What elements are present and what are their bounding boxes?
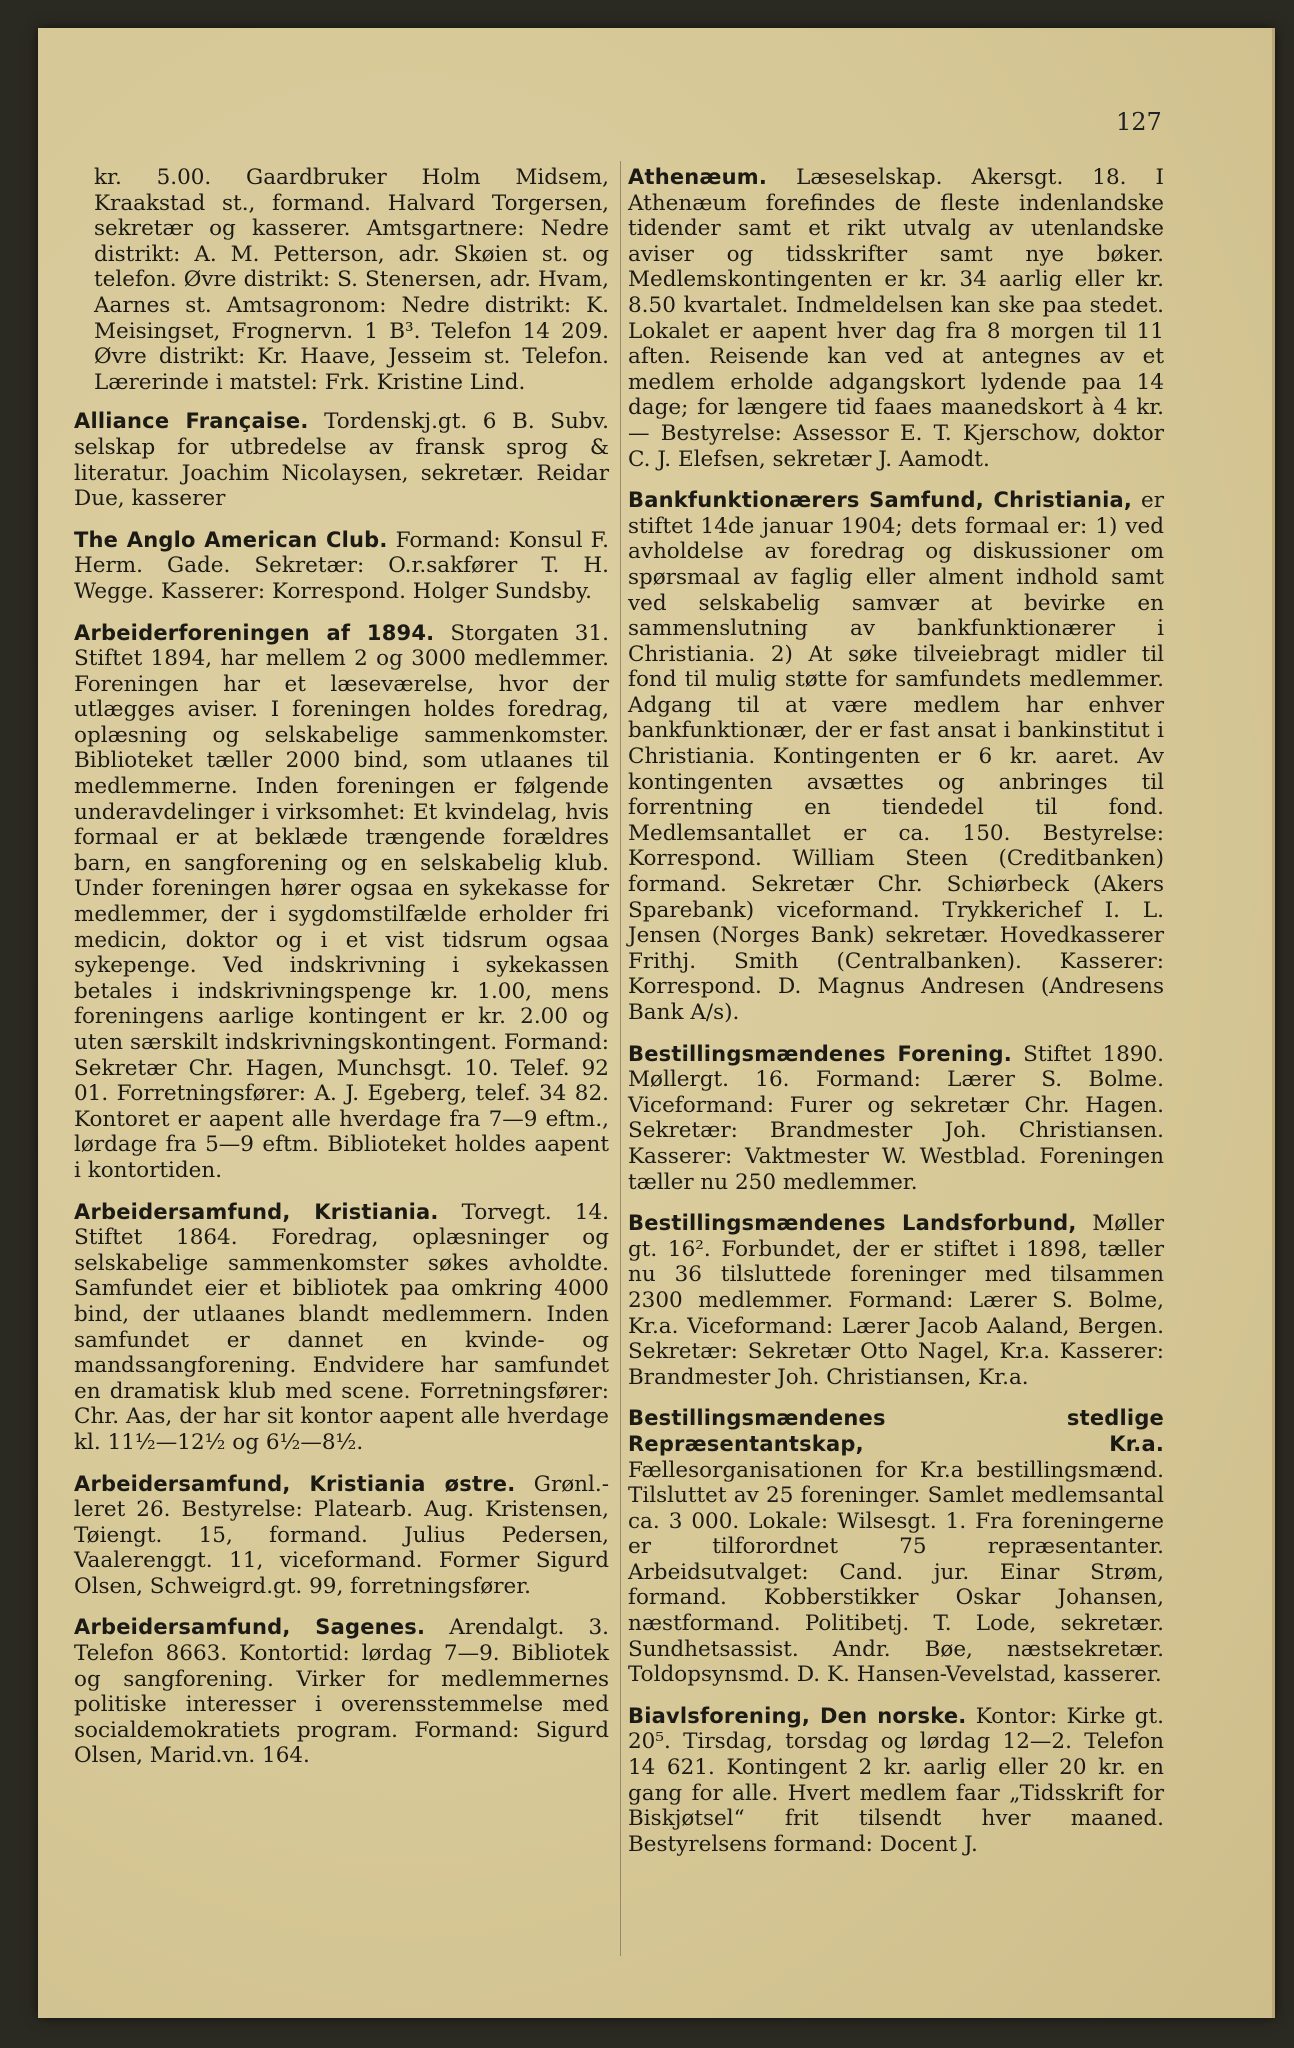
column-divider (620, 161, 621, 1956)
entry-body: Læseselskap. Akersgt. 18. I Athenæum forefindes de fleste indenlandske tidender samt et rikt utvalg av utenlandske aviser og tidsskrifter samt nye bøker. Medlemskontingenten er kr. 34 aarlig eller kr. 8.50 kvartalet. Indmeldelsen kan ske paa stedet. Lokalet er aapent hver dag fra 8 morgen til 11 aften. Reisende kan ved at antegnes av et medlem erholde adgangskort lydende paa 14 dage; for længere tid faaes maanedskort à 4 kr. — Bestyrelse: Assessor E. T. Kjerschow, doktor C. J. Elefsen, sekretær J. Aamodt. (628, 165, 1164, 472)
entry-arbeidersamfund-ostre (74, 1472, 609, 1600)
entry-body: Formand: Konsul F. Herm. Gade. Sekretær: O.r.sakfører T. H. Wegge. Kasserer: Korrespond. Holger Sundsby. (74, 527, 609, 604)
entry-athenaeum (628, 165, 1164, 472)
entry-body: Møller gt. 16². Forbundet, der er stiftet i 1898, tæller nu 36 tilsluttede foreninger med tilsammen 2300 medlemmer. Formand: Lærer S. Bolme, Kr.a. Viceformand: Lærer Jacob Aaland, Bergen. Sekretær: Sekretær Otto Nagel, Kr.a. Kasserer: Brandmester Joh. Christiansen, Kr.a. (628, 1211, 1164, 1390)
entry-bestillingsmaendenes-forening (628, 1042, 1164, 1196)
entry-heading: Arbeidersamfund, Kristiania østre. (74, 1471, 516, 1496)
entry-anglo-american-club (74, 528, 609, 605)
right-column (628, 165, 1164, 1873)
entry-alliance-francaise (74, 409, 609, 511)
left-column (74, 165, 609, 1785)
entry-heading: Athenæum. (628, 165, 768, 189)
entry-heading: Bestillingsmændenes Forening. (628, 1041, 1012, 1066)
entry-heading: Bestillingsmændenes Landsforbund, (628, 1211, 1077, 1236)
entry-arbeidersamfund-sagenes (74, 1615, 609, 1769)
entry-body: Kontor: Kirke gt. 20⁵. Tirsdag, torsdag og lørdag 12—2. Telefon 14 621. Kontingent 2 kr. aarlig eller 20 kr. en gang for alle. Hvert medlem faar „Tidsskrift for Biskjøtsel“ frit tilsendt hver maaned. Bestyrelsens formand: Docent J. (628, 1703, 1164, 1857)
entry-heading: Arbeidersamfund, Kristiania. (74, 1199, 439, 1224)
entry-heading: Arbeiderforeningen af 1894. (74, 620, 435, 645)
entry-arbeiderforeningen-1894 (74, 621, 609, 1184)
entry-heading: Bankfunktionærers Samfund, Christiania, (628, 488, 1133, 513)
entry-body: Fællesorganisationen for Kr.a bestillingsmænd. Tilsluttet av 25 foreninger. Samlet medlemsantal ca. 3 000. Lokale: Wilsesgt. 1. Fra foreningerne er tilforordnet 75 repræsentanter. Arbeidsutvalget: Cand. jur. Einar Strøm, formand. Kobberstikker Oskar Johansen, næstformand. Politibetj. T. Lode, sekretær. Sundhetsassist. Andr. Bøe, næstsekretær. Toldopsynsmd. D. K. Hansen-Vevelstad, kasserer. (628, 1457, 1164, 1688)
entry-bestillingsmaendenes-repraesentantskap (628, 1406, 1164, 1688)
entry-body: Storgaten 31. Stiftet 1894, har mellem 2 og 3000 medlemmer. Foreningen har et læseværelse, hvor der utlægges aviser. I foreningen holdes foredrag, oplæsning og selskabelige sammenkomster. Biblioteket tæller 2000 bind, som utlaanes til medlemmerne. Inden foreningen er følgende underavdelinger i virksomhet: Et kvindelag, hvis formaal er at beklæde trængende forældres barn, en sangforening og en selskabelig klub. Under foreningen hører ogsaa en sykekasse for medlemmer, der i sygdomstilfælde erholder fri medicin, doktor og i et vist tidsrum ogsaa sykepenge. Ved indskrivning i sykekassen betales i indskrivningspenge kr. 1.00, mens foreningens aarlige kontingent er kr. 2.00 og uten særskilt indskrivningskontingent. Formand: Sekretær Chr. Hagen, Munchsgt. 10. Telef. 92 01. Forretningsfører: A. J. Egeberg, telef. 34 82. Kontoret er aapent alle hverdage fra 7—9 eftm., lørdage fra 5—9 eftm. Biblioteket holdes aapent i kontortiden. (74, 620, 609, 1183)
entry-heading: Alliance Française. (74, 409, 309, 434)
entry-body: Tordenskj.gt. 6 B. Subv. selskap for utbredelse av fransk sprog & literatur. Joachim Nicolaysen, sekretær. Reidar Due, kasserer (74, 409, 609, 512)
entry-heading: The Anglo American Club. (74, 527, 388, 552)
page-number: 127 (1116, 108, 1162, 136)
entry-arbeidersamfund-kristiania (74, 1200, 609, 1456)
entry-body: Stiftet 1890. Møllergt. 16. Formand: Lærer S. Bolme. Viceformand: Furer og sekretær Chr. Hagen. Sekretær: Brandmester Joh. Christiansen. Kasserer: Vaktmester W. Westblad. Foreningen tæller nu 250 medlemmer. (628, 1041, 1165, 1195)
entry-heading: Biavlsforening, Den norske. (628, 1703, 967, 1728)
entry-bestillingsmaendenes-landsforbund (628, 1211, 1164, 1390)
entry-bankfunktionaerers-samfund (628, 488, 1164, 1025)
entry-body: Grønl.-leret 26. Bestyrelse: Platearb. Aug. Kristensen, Tøiengt. 15, formand. Julius Pedersen, Vaalerenggt. 11, viceformand. Former Sigurd Olsen, Schweigrd.gt. 99, forretningsfører. (74, 1471, 609, 1599)
entry-heading: Bestillingsmændenes stedlige Repræsentantskap, Kr.a. (628, 1406, 1164, 1456)
entry-heading: Arbeidersamfund, Sagenes. (74, 1615, 426, 1640)
entry-body: Torvegt. 14. Stiftet 1864. Foredrag, oplæsninger og selskabelige sammenkomster søkes avholdte. Samfundet eier et bibliotek paa omkring 4000 bind, der utlaanes blandt medlemmern. Inden samfundet er dannet en kvinde- og mandssangforening. Endvidere har samfundet en dramatisk klub med scene. Forretningsfører: Chr. Aas, der har sit kontor aapent alle hverdage kl. 11½—12½ og 6½—8½. (74, 1199, 609, 1455)
entry-body: Arendalgt. 3. Telefon 8663. Kontortid: lørdag 7—9. Bibliotek og sangforening. Virker for medlemmernes politiske interesser i overensstemmelse med socialdemokratiets program. Formand: Sigurd Olsen, Marid.vn. 164. (74, 1615, 609, 1769)
book-page (38, 28, 1275, 2018)
entry-biavlsforening (628, 1704, 1164, 1858)
continuation-text: kr. 5.00. Gaardbruker Holm Midsem, Kraakstad st., formand. Halvard Torgersen, sekretær og kasserer. Amtsgartnere: Nedre distrikt: A. M. Petterson, adr. Skøien st. og telefon. Øvre distrikt: S. Stenersen, adr. Hvam, Aarnes st. Amtsagronom: Nedre distrikt: K. Meisingset, Frognervn. 1 B³. Telefon 14 209. Øvre distrikt: Kr. Haave, Jesseim st. Telefon. Lærerinde i matstel: Frk. Kristine Lind. (94, 165, 609, 395)
entry-body: er stiftet 14de januar 1904; dets formaal er: 1) ved avholdelse av foredrag og diskussioner om spørsmaal av faglig eller alment indhold samt ved selskabelig samvær at bevirke en sammenslutning av bankfunktionærer i Christiania. 2) At søke tilveiebragt midler til fond til mulig støtte for samfundets medlemmer. Adgang til at være medlem har enhver bankfunktionær, der er fast ansat i bankinstitut i Christiania. Kontingenten er 6 kr. aaret. Av kontingenten avsættes og anbringes til forrentning en tiendedel til fond. Medlemsantallet er ca. 150. Bestyrelse: Korrespond. William Steen (Creditbanken) formand. Sekretær Chr. Schiørbeck (Akers Sparebank) viceformand. Trykkerichef I. L. Jensen (Norges Bank) sekretær. Hovedkasserer Frithj. Smith (Centralbanken). Kasserer: Korrespond. D. Magnus Andresen (Andresens Bank A/s). (628, 488, 1164, 1025)
